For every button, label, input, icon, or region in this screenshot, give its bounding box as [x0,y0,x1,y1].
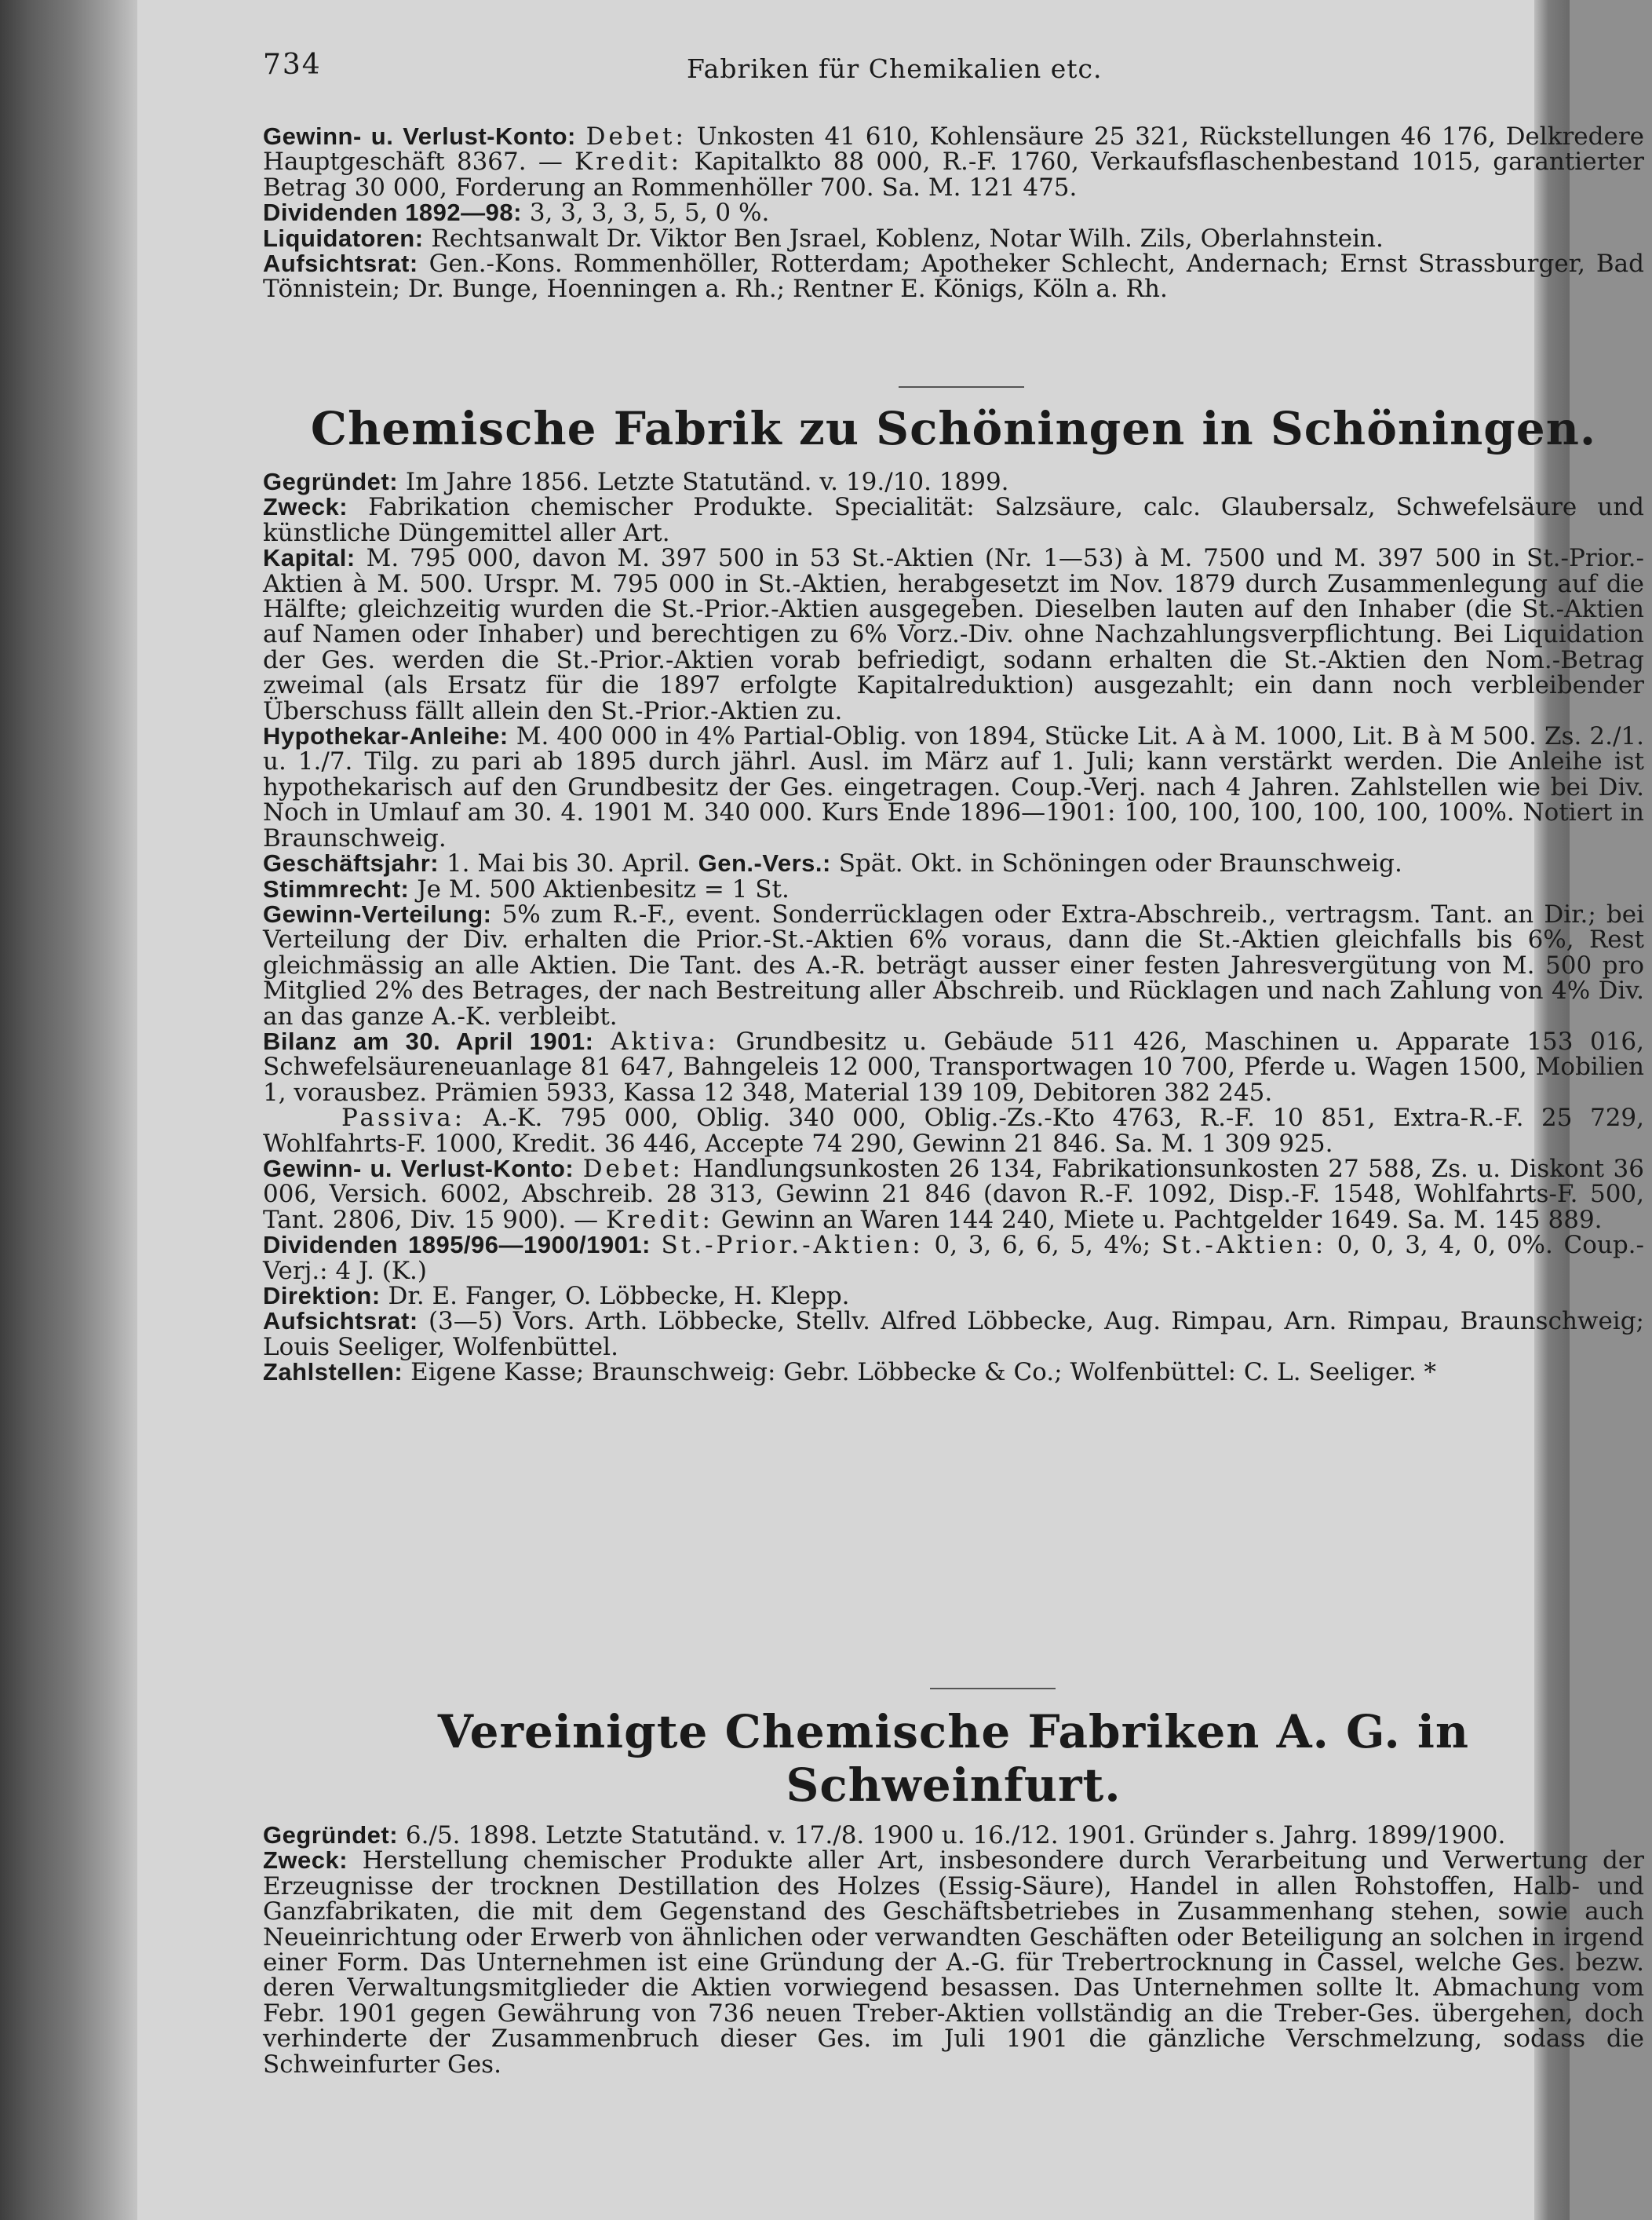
entry-kapital [263,546,1644,724]
debet-label: Debet: [585,122,687,151]
label-dividenden: Dividenden 1895/96—1900/1901: [263,1231,651,1259]
div-prior-text: 0, 3, 6, 6, 5, 4%; [934,1231,1151,1260]
entry-bilanz-aktiva [263,1029,1644,1105]
label-zweck: Zweck: [263,1846,348,1875]
label-gewinn-verlust-konto: Gewinn- u. Verlust-Konto: [263,1154,574,1182]
company-title: Chemische Fabrik zu Schöningen in Schöningen. [310,402,1597,455]
entry-gegruendet [263,469,1644,495]
label-gegruendet: Gegründet: [263,468,399,495]
entry-zweck [263,1848,1644,2077]
section-divider [899,386,1024,388]
label-gewinn-verlust: Gewinn- u. Verlust-Konto: [263,122,576,150]
running-title: Fabriken für Chemikalien etc. [687,53,1103,84]
label-aufsichtsrat: Aufsichtsrat: [263,1307,418,1335]
direktion-text: Dr. E. Fanger, O. Löbbecke, H. Klepp. [388,1282,850,1310]
page-header [263,49,1479,96]
label-zahlstellen: Zahlstellen: [263,1358,403,1386]
entry-gewinn-verteilung [263,902,1644,1029]
previous-entry [263,124,1644,302]
gegruendet-text: Im Jahre 1856. Letzte Statutänd. v. 19./10. 1899. [405,468,1009,496]
entry-bilanz-passiva [263,1105,1644,1156]
entry-zweck [263,495,1644,546]
entry-dividenden [263,1232,1644,1283]
label-gegruendet: Gegründet: [263,1821,399,1849]
aufsichtsrat-text: Gen.-Kons. Rommenhöller, Rotterdam; Apotheker Schlecht, Andernach; Ernst Strassburger, Bad Tönnistein; Dr. Bunge, Hoenningen a. Rh.; Rentner E. Königs, Köln a. Rh. [263,250,1644,304]
entry-geschaeftsjahr [263,851,1644,876]
zahlstellen-text: Eigene Kasse; Braunschweig: Gebr. Löbbecke & Co.; Wolfenbüttel: C. L. Seeliger. * [410,1358,1437,1387]
aktiva-text: Grundbesitz u. Gebäude 511 426, Maschinen u. Apparate 153 016, Schwefelsäureneuanlage 81 647, Bahngeleis 12 000, Transportwagen 10 700, Pferde u. Wagen 1500, Mobilien 1, vorausbez. Prämien 5933, Kassa 12 348, Material 139 109, Debitoren 382 245. [263,1027,1645,1107]
guv-debet-label: Debet: [582,1154,684,1183]
label-zweck: Zweck: [263,493,348,521]
stimmrecht-text: Je M. 500 Aktienbesitz = 1 St. [417,874,790,904]
dividenden-text: 3, 3, 3, 3, 5, 5, 0 %. [529,199,770,228]
label-aufsichtsrat: Aufsichtsrat: [263,250,418,278]
gewinn-verteilung-text: 5% zum R.-F., event. Sonderrücklagen oder Extra-Abschreib., vertragsm. Tant. an Dir.; bei Verteilung der Div. erhalten die Prior.-St.-Aktien 6% voraus, dann die St.-Aktien gleichfalls bis 6%, Rest gleichmässig an alle Aktien. Die Tant. des A.-R. beträgt ausser einer festen Jahresvergütung von M. 500 pro Mitglied 2% des Betrages, der nach Bestreitung aller Abschreib. und Rücklagen und nach Zahlung von 4% Div. an das ganze A.-K. verbleibt. [263,900,1645,1031]
passiva-label: Passiva: [341,1104,466,1133]
book-page [137,0,1645,2220]
entry-dividenden [263,199,1644,228]
hypothekar-text: M. 400 000 in 4% Partial-Oblig. von 1894, Stücke Lit. A à M. 1000, Lit. B à M 500. Zs. 2./1. u. 1./7. Tilg. zu pari ab 1895 durch jährl. Ausl. im März auf 1. Juli; kann verstärkt werden. Die Anleihe ist hypothekarisch auf den Grundbesitz der Ges. eingetragen. Coup.-Verj. nach 4 Jahren. Zahlstellen wie bei Div. Noch in Umlauf am 30. 4. 1901 M. 340 000. Kurs Ende 1896—1901: 100, 100, 100, 100, 100, 100%. Notiert in Braunschweig. [263,722,1644,853]
geschaeftsjahr-text: 1. Mai bis 30. April. [446,849,691,878]
aufsichtsrat-text: (3—5) Vors. Arth. Löbbecke, Stellv. Alfred Löbbecke, Aug. Rimpau, Arn. Rimpau, Braunschweig; Louis Seeliger, Wolfenbüttel. [263,1307,1644,1361]
entry-liquidatoren [263,226,1644,251]
liquidatoren-text: Rechtsanwalt Dr. Viktor Ben Jsrael, Koblenz, Notar Wilh. Zils, Oberlahnstein. [431,224,1384,253]
div-st-label: St.-Aktien: [1161,1231,1327,1260]
zweck-text: Herstellung chemischer Produkte aller Art, insbesondere durch Verarbeitung und Verwertung der Erzeugnisse der trocknen Destillation des Holzes (Essig-Säure), Handel in allen Rohstoffen, Halb- und Ganzfabrikaten, die mit dem Gegenstand des Geschäftsbetriebes in Zusammenhang stehen, sowie auch Neueinrichtung oder Erwerb von ähnlichen oder verwandten Geschäften oder Beteiligung an solchen in irgend einer Form. Das Unternehmen ist eine Gründung der A.-G. für Trebertrocknung in Cassel, welche Ges. bezw. deren Verwaltungsmitglieder die Aktien vorwiegend besassen. Das Unternehmen sollte lt. Abmachung vom Febr. 1901 gegen Gewährung von 736 neuen Treber-Aktien vollständig an die Treber-Ges. übergehen, doch verhinderte der Zusammenbruch dieser Ges. im Juli 1901 die gänzliche Verschmelzung, sodass die Schweinfurter Ges. [263,1846,1644,2079]
label-liquidatoren: Liquidatoren: [263,224,424,252]
label-kapital: Kapital: [263,544,356,572]
div-prior-label: St.-Prior.-Aktien: [661,1231,924,1260]
kredit-text: Kapitalkto 88 000, R.-F. 1760, Verkaufsflaschenbestand 1015, garantierter Betrag 30 000, Forderung an Rommenhöller 700. Sa. M. 121 475. [263,148,1644,202]
label-hypothekar-anleihe: Hypothekar-Anleihe: [263,722,509,750]
label-gewinn-verteilung: Gewinn-Verteilung: [263,900,492,928]
entry-gewinn-verlust [263,124,1644,200]
entry-aufsichtsrat [263,1309,1644,1360]
guv-kredit-text: Gewinn an Waren 144 240, Miete u. Pachtgelder 1649. Sa. M. 145 889. [720,1205,1603,1234]
company-entry-schweinfurt [263,1705,1644,2077]
label-direktion: Direktion: [263,1282,381,1309]
zweck-text: Fabrikation chemischer Produkte. Specialität: Salzsäure, calc. Glaubersalz, Schwefelsäure und künstliche Düngemittel aller Art. [263,493,1645,547]
entry-stimmrecht [263,874,1644,904]
entry-hypothekar-anleihe [263,724,1644,851]
section-divider [930,1688,1056,1689]
guv-kredit-label: Kredit: [605,1205,713,1234]
passiva-text: A.-K. 795 000, Oblig. 340 000, Oblig.-Zs.-Kto 4763, R.-F. 10 851, Extra-R.-F. 25 729, Wohlfahrts-F. 1000, Kredit. 36 446, Accepte 74 290, Gewinn 21 846. Sa. M. 1 309 925. [263,1104,1644,1158]
company-entry-schoeningen [263,402,1644,1386]
label-dividenden: Dividenden 1892—98: [263,199,522,227]
label-geschaeftsjahr: Geschäftsjahr: [263,849,439,878]
gen-vers-text: Spät. Okt. in Schöningen oder Braunschweig. [838,849,1402,878]
entry-zahlstellen [263,1360,1644,1385]
debet-text: Unkosten 41 610, Kohlensäure 25 321, Rückstellungen 46 176, Delkredere Hauptgeschäft 8367. — [263,122,1645,177]
label-bilanz: Bilanz am 30. April 1901: [263,1027,594,1055]
entry-aufsichtsrat [263,251,1644,302]
guv-debet-text: Handlungsunkosten 26 134, Fabrikationsunkosten 27 588, Zs. u. Diskont 36 006, Versich. 6002, Abschreib. 28 313, Gewinn 21 846 (davon R.-F. 1092, Disp.-F. 1548, Wohlfahrts-F. 500, Tant. 2806, Div. 15 900). — [263,1154,1645,1234]
gegruendet-text: 6./5. 1898. Letzte Statutänd. v. 17./8. 1900 u. 16./12. 1901. Gründer s. Jahrg. 1899/1900. [405,1821,1506,1849]
kredit-label: Kredit: [574,148,683,177]
entry-direktion [263,1283,1644,1309]
entry-gegruendet [263,1823,1644,1848]
aktiva-label: Aktiva: [610,1027,719,1056]
book-binding-shadow [0,0,137,2220]
company-title: Vereinigte Chemische Fabriken A. G. in Schweinfurt. [437,1705,1470,1812]
label-gen-vers: Gen.-Vers.: [698,849,831,878]
entry-gewinn-verlust-konto [263,1156,1644,1232]
kapital-text: M. 795 000, davon M. 397 500 in 53 St.-Aktien (Nr. 1—53) à M. 7500 und M. 397 500 in St.-Prior.-Aktien à M. 500. Urspr. M. 795 000 in St.-Aktien, herabgesetzt im Nov. 1879 durch Zusammenlegung auf die Hälfte; gleichzeitig wurden die St.-Prior.-Aktien ausgegeben. Dieselben lauten auf den Inhaber (die St.-Aktien auf Namen oder Inhaber) und berechtigen zu 6% Vorz.-Div. ohne Nachzahlungsverpflichtung. Bei Liquidation der Ges. werden die St.-Prior.-Aktien vorab befriedigt, sodann erhalten die St.-Aktien den Nom.-Betrag zweimal (als Ersatz für die 1897 erfolgte Kapitalreduktion) ausgezahlt; ein dann noch verbleibender Überschuss fällt allein den St.-Prior.-Aktien zu. [263,544,1644,725]
page-number: 734 [263,49,322,81]
div-st-text: 0, 0, 3, 4, 0, 0%. Coup.-Verj.: 4 J. (K.) [263,1231,1645,1285]
label-stimmrecht: Stimmrecht: [263,874,410,903]
